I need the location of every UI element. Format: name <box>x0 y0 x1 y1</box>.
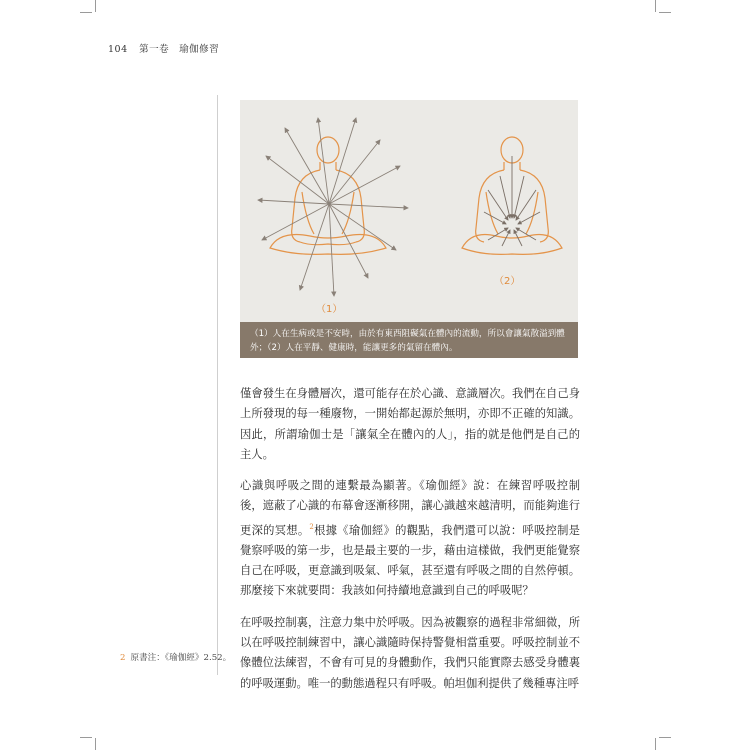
footnote-number: 2 <box>120 653 126 663</box>
figure-two-arrows <box>484 156 540 246</box>
crop-mark <box>80 12 92 13</box>
paragraph: 在呼吸控制裏，注意力集中於呼吸。因為被觀察的過程非常細微，所以在呼吸控制練習中，讓心識隨時保持警覺相當重要。呼吸控制並不像體位法練習，不會有可見的身體動作，我們只能實際去感受身體裏的呼吸運動。唯一的動態過程只有呼吸。帕坦伽利提供了幾種專注呼 <box>240 615 580 690</box>
paragraph: 僅會發生在身體層次，還可能存在於心識、意識層次。我們在自己身上所發現的每一種廢物，一開始都起源於無明，亦即不正確的知識。因此，所謂瑜伽士是「讓氣全在體內的人」，指的就是他們是自己的主人。 <box>240 387 580 461</box>
running-head <box>108 41 219 55</box>
footnote-marker: 2 <box>309 522 314 531</box>
crop-mark <box>95 0 96 12</box>
crop-mark <box>80 737 92 738</box>
page-number: 104 <box>108 44 128 55</box>
figure-label-two: （2） <box>494 276 521 287</box>
paragraph-text: 根據《瑜伽經》的觀點，我們還可以說：呼吸控制是覺察呼吸的第一步，也是最主要的一步，藉由這樣做，我們更能覺察自己在呼吸，更意識到吸氣、呼氣，甚至還有呼吸之間的自然停頓。那麼接下來就要問：我該如何持續地意識到自己的呼吸呢？ <box>240 523 580 598</box>
figure-illustration <box>240 100 578 358</box>
body-text <box>240 384 580 705</box>
figure-one-arrows <box>258 118 408 296</box>
figure-label-one: （1） <box>316 304 343 315</box>
crop-mark <box>655 738 656 750</box>
paragraph-text: 心識與呼吸之間的連繫最為顯著。《瑜伽經》說：在練習呼吸控制後，遮蔽了心識的布幕會逐漸移開，讓心識越來越清明，而能夠進行更深的冥想。 <box>240 479 580 537</box>
column-divider <box>217 95 218 675</box>
crop-mark <box>659 12 671 13</box>
meditation-figures-drawing <box>240 100 578 322</box>
figure-caption: （1）人在生病或是不安時，由於有東西阻礙氣在體內的流動，所以會讓氣散溢到體外；（2）人在平靜、健康時，能讓更多的氣留在體內。 <box>240 322 578 358</box>
footnote-text: 原書注：《瑜伽經》2.52。 <box>130 653 232 663</box>
crop-mark <box>659 737 671 738</box>
crop-mark <box>95 738 96 750</box>
paragraph <box>240 476 580 602</box>
crop-mark <box>655 0 656 12</box>
section-title: 第一卷 瑜伽修習 <box>139 44 220 55</box>
footnote <box>120 651 231 663</box>
